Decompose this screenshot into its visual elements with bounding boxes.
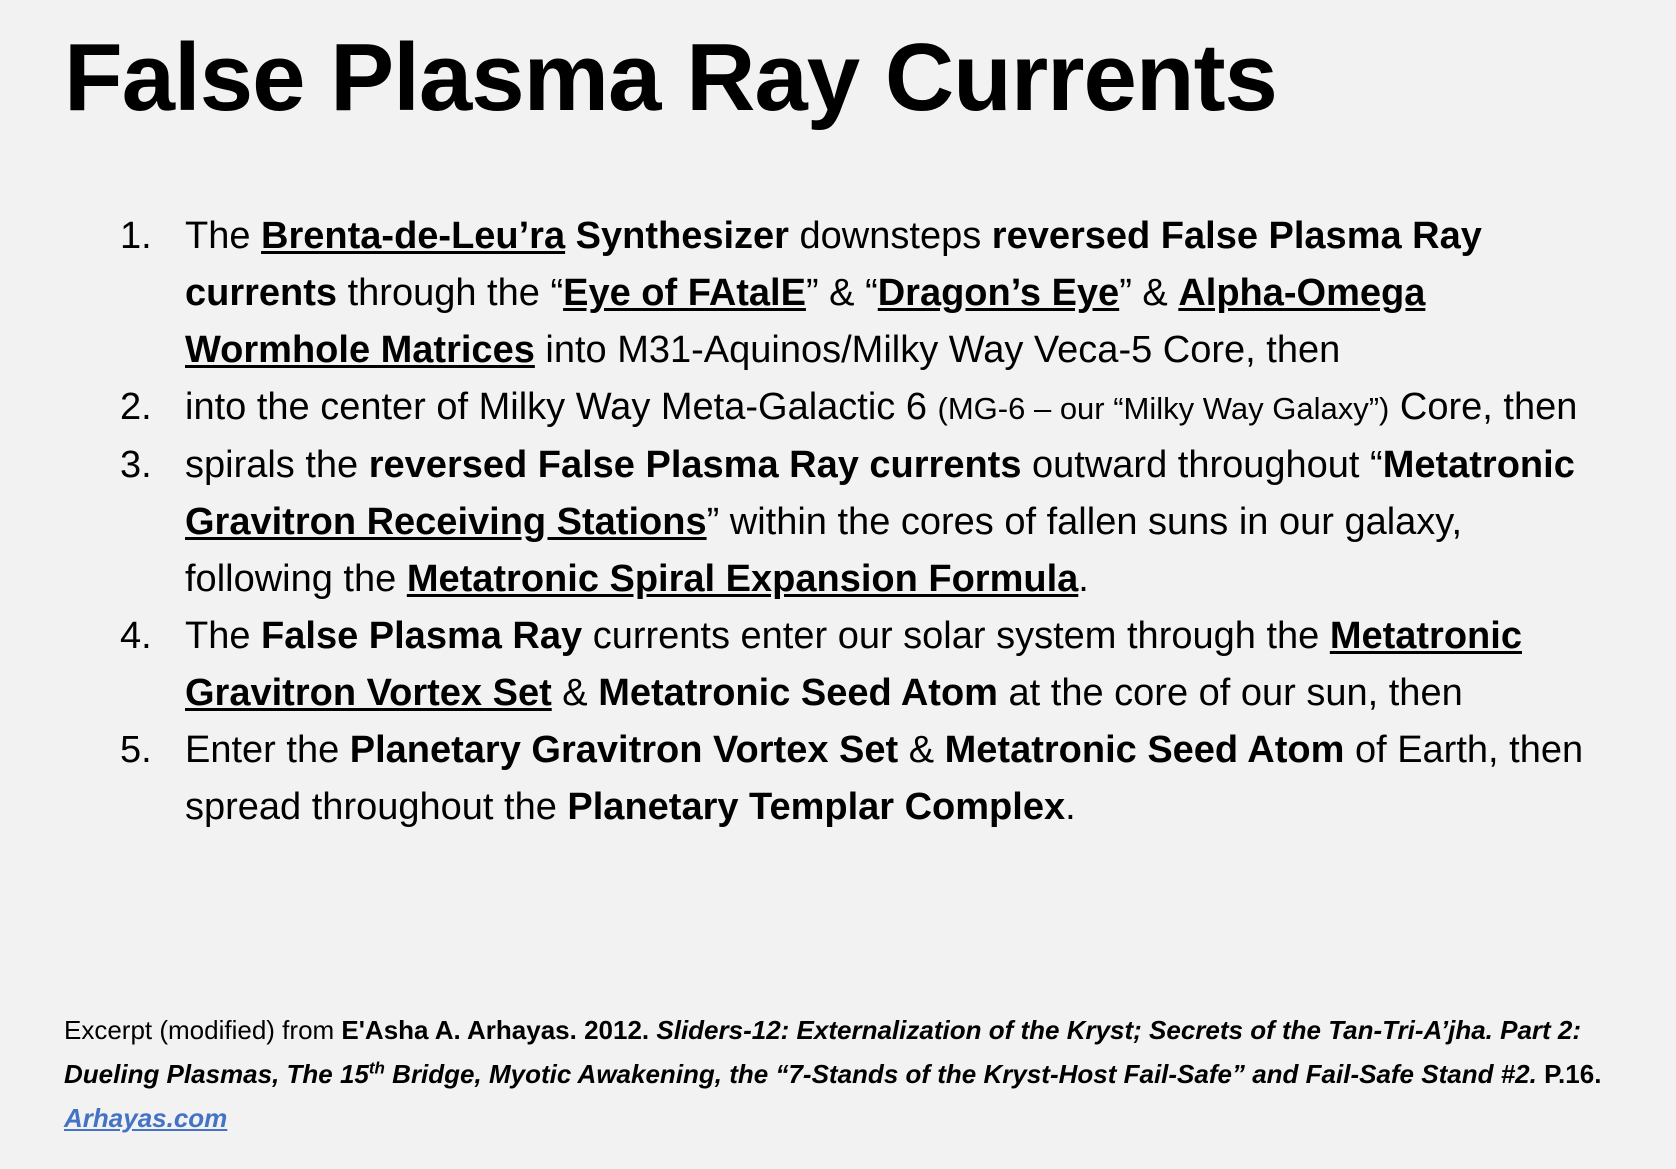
term-receiving-stations: Gravitron Receiving Stations xyxy=(185,501,707,543)
list-number: 1. xyxy=(120,215,152,257)
term-vortex-set: Metatronic Gravitron Vortex Set xyxy=(185,615,1522,714)
term-seed-atom: Metatronic Seed Atom xyxy=(944,729,1345,771)
text-run: downsteps xyxy=(788,215,992,257)
text-run: ” & xyxy=(1119,272,1179,314)
arhayas-link[interactable]: Arhayas.com xyxy=(64,1103,228,1133)
text-run: The xyxy=(185,615,262,657)
term-alpha-omega-matrices: Alpha-Omega Wormhole Matrices xyxy=(185,272,1426,371)
text-run: currents enter our solar system through the xyxy=(582,615,1330,657)
term-false-plasma-ray: False Plasma Ray xyxy=(261,615,583,657)
citation-book-title-cont: Bridge, Myotic Awakening, the “7-Stands of the Kryst-Host Fail-Safe” and Fail-Safe Stand #2. xyxy=(384,1059,1537,1089)
numbered-list xyxy=(120,208,1600,836)
list-number: 5. xyxy=(120,729,152,771)
term-eye-of-fatale: Eye of FAtalE xyxy=(563,272,806,314)
list-number: 4. xyxy=(120,615,152,657)
list-item-4 xyxy=(120,608,1600,722)
page-title: False Plasma Ray Currents xyxy=(64,24,1277,131)
term-seed-atom: Metatronic Seed Atom xyxy=(598,672,998,714)
term-metatronic: Metatronic xyxy=(1382,444,1575,486)
citation xyxy=(64,1008,1604,1140)
text-run: through the “ xyxy=(337,272,564,314)
citation-page: P.16. xyxy=(1536,1059,1602,1089)
term-reversed-currents: reversed False Plasma Ray currents xyxy=(185,215,1482,314)
list-item-1 xyxy=(120,208,1600,379)
term-reversed-currents: reversed False Plasma Ray currents xyxy=(368,444,1022,486)
text-run: The xyxy=(185,215,262,257)
text-run: ” within the cores of fallen suns in our galaxy, following the xyxy=(185,501,1463,600)
list-item-2 xyxy=(120,379,1600,437)
term-spiral-formula: Metatronic Spiral Expansion Formula xyxy=(406,558,1079,600)
mg6-note: (MG-6 – our “Milky Way Galaxy”) xyxy=(937,391,1390,426)
text-run: at the core of our sun, then xyxy=(997,672,1463,714)
list-item-3 xyxy=(120,437,1600,608)
text-run: & xyxy=(551,672,599,714)
text-run: Enter the xyxy=(185,729,350,771)
list-number: 3. xyxy=(120,444,152,486)
term-templar-complex: Planetary Templar Complex xyxy=(567,786,1066,828)
list-item-5 xyxy=(120,722,1600,836)
text-run: outward throughout “ xyxy=(1021,444,1383,486)
term-synthesizer: Synthesizer xyxy=(565,215,789,257)
text-run: Core, then xyxy=(1389,386,1578,428)
term-dragons-eye: Dragon’s Eye xyxy=(877,272,1120,314)
citation-superscript: th xyxy=(368,1058,385,1078)
citation-book-title: Sliders-12: Externalization of the Kryst; Secrets of the Tan-Tri-A’jha. Part 2: Dueling Plasmas, The 15 xyxy=(64,1015,1582,1089)
text-run: . xyxy=(1065,786,1076,828)
text-run: into M31-Aquinos/Milky Way Veca-5 Core, then xyxy=(534,329,1341,371)
term-planetary-vortex-set: Planetary Gravitron Vortex Set xyxy=(349,729,899,771)
text-run: spirals the xyxy=(185,444,369,486)
text-run: of Earth, then spread throughout the xyxy=(185,729,1584,828)
text-run: . xyxy=(1078,558,1089,600)
text-run: ” & “ xyxy=(805,272,878,314)
text-run: & xyxy=(898,729,945,771)
list-number: 2. xyxy=(120,386,152,428)
citation-author: E'Asha A. Arhayas. 2012. xyxy=(341,1015,650,1045)
term-brenta-de-leura: Brenta-de-Leu’ra xyxy=(261,215,566,257)
text-run: into the center of Milky Way Meta-Galactic 6 xyxy=(185,386,938,428)
citation-lead: Excerpt (modified) from xyxy=(64,1015,342,1045)
